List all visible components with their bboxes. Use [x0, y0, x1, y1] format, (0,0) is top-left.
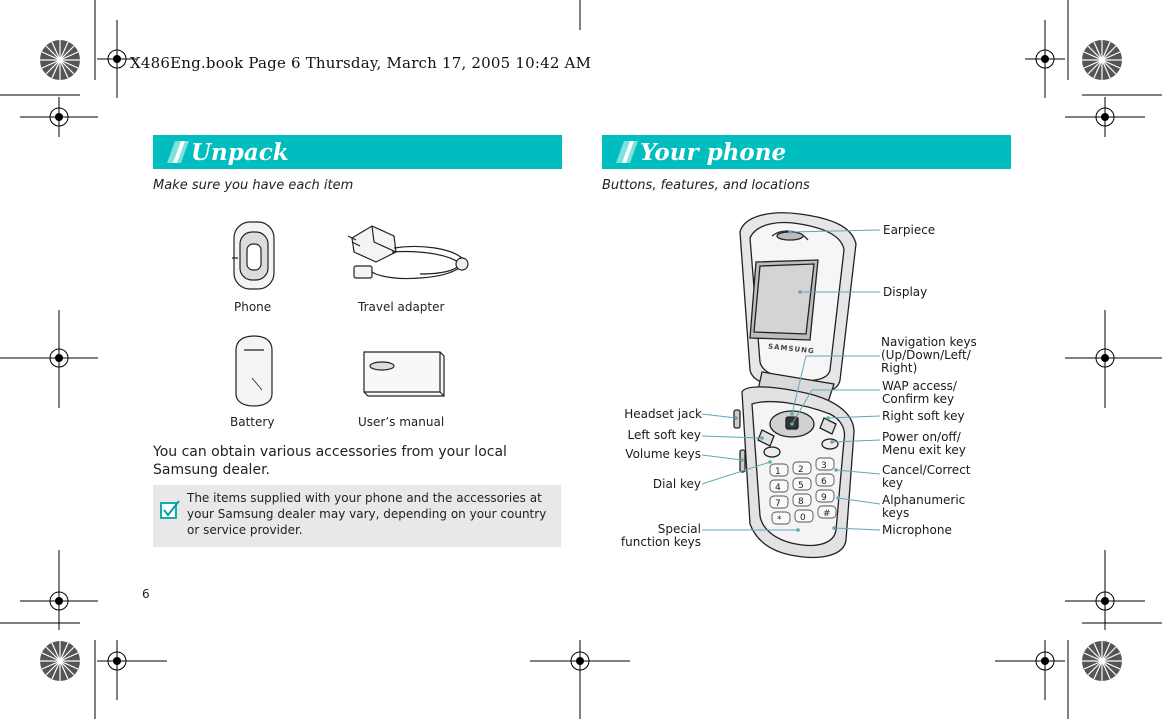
label-alpha-line2: keys — [882, 506, 910, 520]
label-wap-line2: Confirm key — [882, 392, 955, 406]
svg-text:5: 5 — [798, 481, 804, 491]
svg-text:*: * — [777, 515, 782, 525]
label-earpiece: Earpiece — [883, 223, 936, 237]
svg-text:#: # — [823, 509, 831, 519]
label-alphanumeric-keys — [882, 494, 965, 520]
label-headset-jack: Headset jack — [624, 407, 702, 421]
svg-text:1: 1 — [775, 467, 781, 477]
book-header: X486Eng.book Page 6 Thursday, March 17, 2005 10:42 AM — [130, 54, 592, 72]
label-wap-line1: WAP access/ — [882, 379, 957, 393]
label-special-line1: Special — [657, 522, 701, 536]
label-navigation-keys — [881, 336, 977, 375]
svg-text:4: 4 — [775, 483, 781, 493]
svg-text:2: 2 — [798, 465, 804, 475]
unpack-subtitle: Make sure you have each item — [153, 178, 354, 193]
label-power-line2: Menu exit key — [882, 443, 966, 457]
caption-phone: Phone — [234, 300, 272, 314]
label-nav-line3: Right) — [881, 361, 918, 375]
page-number: 6 — [142, 587, 150, 601]
svg-text:7: 7 — [775, 499, 781, 509]
label-left-soft-key: Left soft key — [627, 428, 701, 442]
label-power-line1: Power on/off/ — [882, 430, 961, 444]
unpack-title: Unpack — [191, 139, 289, 166]
label-special-function-keys — [600, 523, 701, 549]
label-special-line2: function keys — [620, 535, 701, 549]
caption-travel-adapter: Travel adapter — [358, 300, 445, 314]
svg-text:6: 6 — [821, 477, 827, 487]
label-dial-key: Dial key — [652, 477, 701, 491]
svg-text:9: 9 — [821, 493, 827, 503]
note-text: The items supplied with your phone and the accessories at your Samsung dealer may vary, depending on your country or service provider. — [187, 491, 547, 537]
label-right-soft-key: Right soft key — [882, 409, 965, 423]
caption-user-manual: User’s manual — [358, 415, 445, 429]
label-cancel-key — [882, 464, 971, 490]
label-cancel-line1: Cancel/Correct — [882, 463, 971, 477]
svg-text:0: 0 — [800, 513, 806, 523]
label-cancel-line2: key — [882, 476, 904, 490]
label-wap-key — [882, 380, 957, 406]
svg-text:3: 3 — [821, 461, 827, 471]
phone-brand-label: SAMSUNG — [767, 342, 816, 356]
accessories-text: You can obtain various accessories from your local Samsung dealer. — [153, 444, 507, 478]
label-microphone: Microphone — [882, 523, 952, 537]
label-power-key — [882, 431, 966, 457]
label-alpha-line1: Alphanumeric — [882, 493, 966, 507]
label-display: Display — [883, 285, 928, 299]
svg-text:8: 8 — [798, 497, 804, 507]
your-phone-title: Your phone — [640, 139, 787, 166]
caption-battery: Battery — [230, 415, 275, 429]
your-phone-subtitle: Buttons, features, and locations — [602, 178, 810, 193]
label-nav-line2: (Up/Down/Left/ — [881, 348, 971, 362]
label-nav-line1: Navigation keys — [881, 335, 977, 349]
label-volume-keys: Volume keys — [625, 447, 701, 461]
